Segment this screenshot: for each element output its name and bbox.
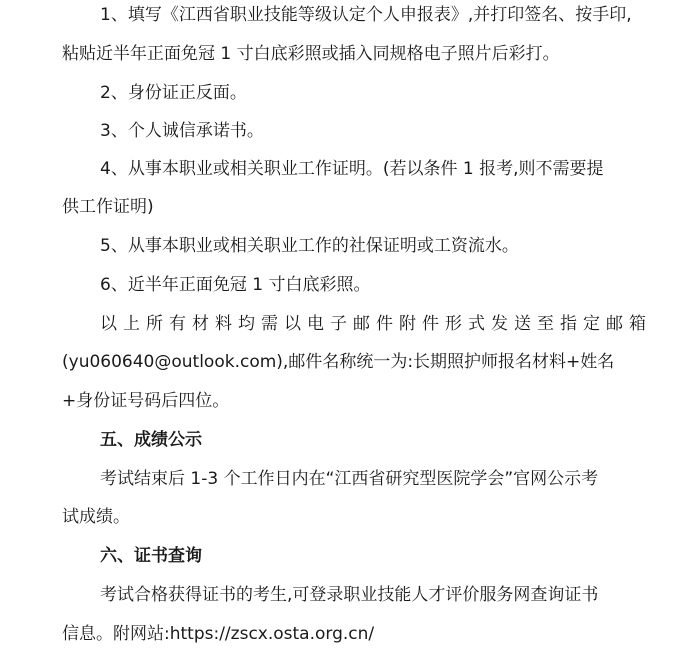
item-2: 2、身份证正反面。 xyxy=(100,83,247,103)
section-6-line-1: 考试合格获得证书的考生,可登录职业技能人才评价服务网查询证书 xyxy=(100,585,599,605)
item-4-line-2: 供工作证明) xyxy=(62,197,154,217)
section-5-line-1: 考试结束后 1-3 个工作日内在“江西省研究型医院学会”官网公示考 xyxy=(100,469,599,489)
item-6: 6、近半年正面免冠 1 寸白底彩照。 xyxy=(100,275,371,295)
section-6-line-2: 信息。附网站:https://zscx.osta.org.cn/ xyxy=(62,624,375,644)
section-5-heading: 五、成绩公示 xyxy=(100,430,202,450)
item-1-line-1: 1、填写《江西省职业技能等级认定个人申报表》,并打印签名、按手印, xyxy=(100,5,632,25)
item-3: 3、个人诚信承诺书。 xyxy=(100,121,264,141)
section-5-line-2: 试成绩。 xyxy=(62,507,130,527)
email-note-line-1: 以上所有材料均需以电子邮件附件形式发送至指定邮箱 xyxy=(100,314,652,334)
item-1-line-2: 粘贴近半年正面免冠 1 寸白底彩照或插入同规格电子照片后彩打。 xyxy=(62,44,560,64)
item-4-line-1: 4、从事本职业或相关职业工作证明。(若以条件 1 报考,则不需要提 xyxy=(100,159,604,179)
email-note-line-2: (yu060640@outlook.com),邮件名称统一为:长期照护师报名材料+姓名 xyxy=(62,352,615,372)
item-5: 5、从事本职业或相关职业工作的社保证明或工资流水。 xyxy=(100,236,519,256)
section-6-heading: 六、证书查询 xyxy=(100,546,202,566)
email-note-line-3: +身份证号码后四位。 xyxy=(62,391,230,411)
